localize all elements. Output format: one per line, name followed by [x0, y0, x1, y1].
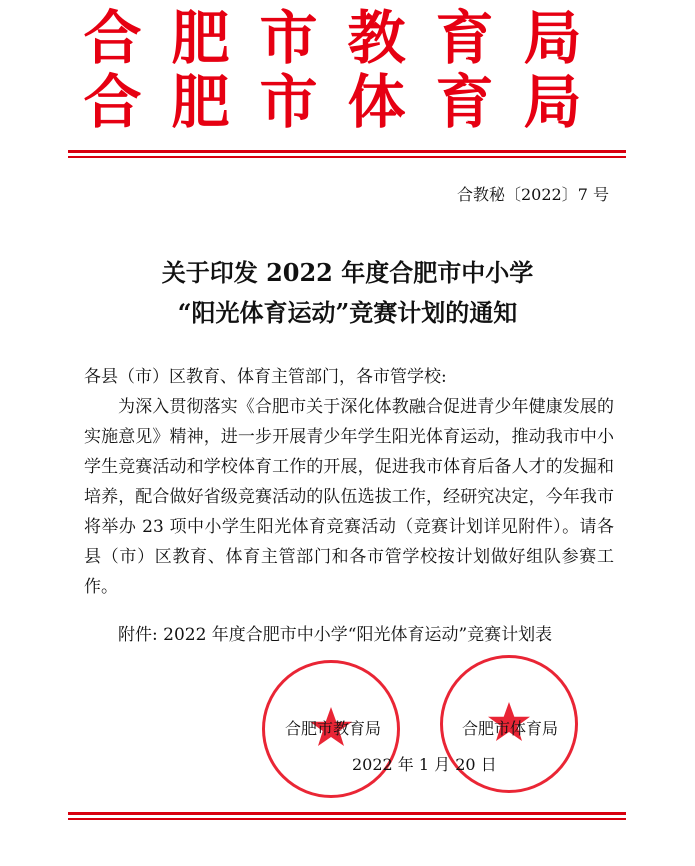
header-issuer-sports: 合肥市体育局: [83, 68, 612, 136]
body-paragraph: 为深入贯彻落实《合肥市关于深化体教融合促进青少年健康发展的实施意见》精神，进一步开展青少年学生阳光体育运动，推动我市中小学生竞赛活动和学校体育工作的开展，促进我市体育后备人才的发掘和培养，配合做好省级竞赛活动的队伍选拔工作，经研究决定，今年我市将举办 23 项中小学生阳光体育竞赛活动（竞赛计划详见附件）。请各县（市）区教育、体育主管部门和各市管学校按计划做好组队参赛工作。: [84, 397, 614, 597]
footer-rule-thick: [68, 812, 626, 815]
signature-sports-bureau: 合肥市体育局: [462, 719, 559, 738]
issue-date: 2022 年 1 月 20 日: [352, 755, 497, 774]
attachment-note: 附件: 2022 年度合肥市中小学“阳光体育运动”竞赛计划表: [118, 625, 553, 645]
header-issuer-education: 合肥市教育局: [83, 4, 612, 72]
title-line-2: “阳光体育运动”竞赛计划的通知: [177, 298, 518, 327]
title-line-1: 关于印发 2022 年度合肥市中小学: [161, 258, 534, 287]
header-rule-thin: [68, 156, 626, 158]
document-number: 合教秘〔2022〕7 号: [457, 185, 609, 204]
footer-rule-thin: [68, 818, 626, 820]
header-rule-thick: [68, 150, 626, 153]
salutation: 各县（市）区教育、体育主管部门，各市管学校:: [84, 367, 447, 387]
signature-education-bureau: 合肥市教育局: [285, 719, 382, 738]
